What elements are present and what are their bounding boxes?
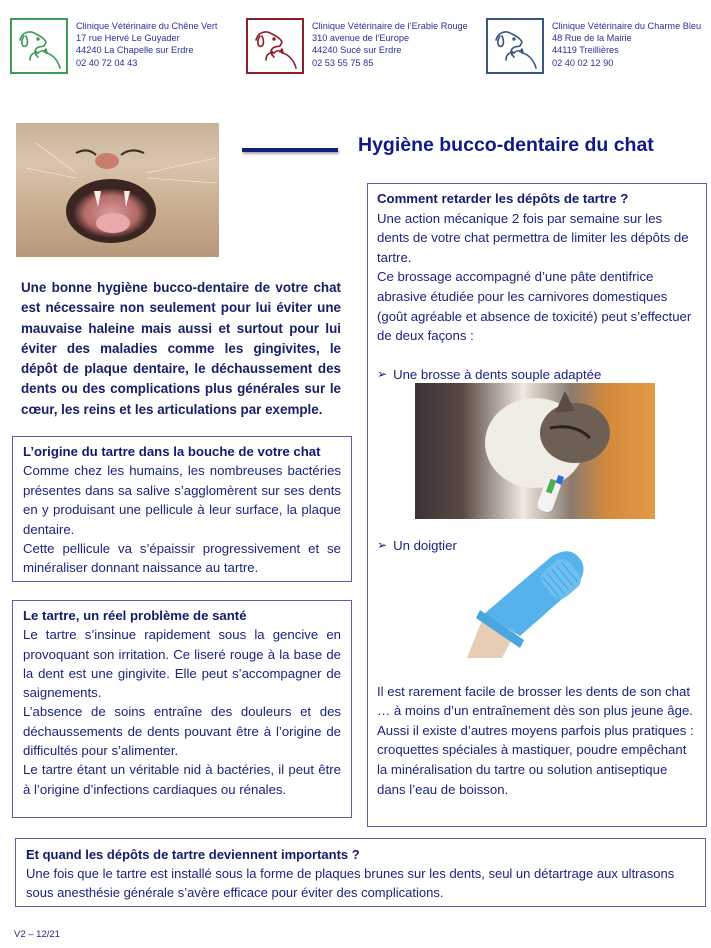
clinic-city: 44240 Sucé sur Erdre xyxy=(312,45,402,56)
cat-toothbrush-photo xyxy=(415,383,655,519)
clinic-phone[interactable]: 02 40 72 04 43 xyxy=(76,57,138,68)
section-heading: Comment retarder les dépôts de tartre ? xyxy=(377,191,629,206)
section-origine-tartre xyxy=(12,436,352,582)
clinic-name: Clinique Vétérinaire du Charme Bleu xyxy=(552,21,702,31)
clinic-address: 48 Rue de la Mairie xyxy=(552,33,632,44)
dog-cat-logo-icon xyxy=(486,18,544,74)
section-paragraph: Il est rarement facile de brosser les dents de son chat … à moins d’un entraînement dès son plus jeune âge. Aussi il existe d’autres moyens parfois plus pratiques : croquettes spéciales à mastiquer, poudre empêchant la minéralisation du tartre ou solution antiseptique dans l’eau de boisson. xyxy=(377,683,694,797)
clinic-info xyxy=(552,18,701,69)
arrow-bullet-icon: ➢ xyxy=(377,367,388,382)
clinic-phone[interactable]: 02 53 55 75 85 xyxy=(312,57,374,68)
clinic-city: 44119 Treillières xyxy=(552,45,619,56)
arrow-bullet-icon: ➢ xyxy=(377,537,388,552)
section-paragraph: Comme chez les humains, les nombreuses bactéries présentes dans sa salive s’agglomèrent sur ses dents en y produisant une pellicule à leur surface, la plaque dentaire. xyxy=(23,463,341,537)
clinic-phone[interactable]: 02 40 02 12 90 xyxy=(552,57,614,68)
section-paragraph: Le tartre s’insinue rapidement sous la gencive en provoquant son irritation. Ce liseré rouge à la base de la dent est une gingivite. Elle peut s’accompagner de saignements. xyxy=(23,627,341,701)
bullet-text: Un doigtier xyxy=(393,537,457,553)
clinic-name: Clinique Vétérinaire du Chêne Vert xyxy=(76,21,218,31)
dog-cat-logo-icon xyxy=(246,18,304,74)
section-depots-importants xyxy=(15,838,706,907)
clinic-chene-vert xyxy=(10,18,217,74)
clinic-charme-bleu xyxy=(486,18,701,74)
finger-brush-photo xyxy=(462,548,612,658)
page-title: Hygiène bucco-dentaire du chat xyxy=(358,134,654,156)
intro-text: Une bonne hygiène bucco-dentaire de votre chat est nécessaire non seulement pour lui éviter une mauvaise haleine mais aussi et surtout pour lui éviter des maladies comme les gingivites, le dépôt de plaque dentaire, le déchaussement des dents ou des complications plus générales sur le cœur, les reins et les articulations par exemple. xyxy=(21,280,341,417)
clinic-erable-rouge xyxy=(246,18,468,74)
section-paragraph: Une fois que le tartre est installé sous la forme de plaques brunes sur les dents, seul un détartrage aux ultrasons sous anesthésie générale s’avère efficace pour éviter des complications. xyxy=(26,866,675,901)
bullet-text: Une brosse à dents souple adaptée xyxy=(393,367,602,383)
section-paragraph: L’absence de soins entraîne des douleurs et des déchaussements de dents pouvant être à l’origine de difficultés pour s’alimenter. xyxy=(23,704,341,759)
intro-paragraph xyxy=(21,278,341,420)
clinic-name: Clinique Vétérinaire de l’Erable Rouge xyxy=(312,21,468,31)
section-paragraph: Le tartre étant un véritable nid à bactéries, il peut être à l’origine d’infections cardiaques ou rénales. xyxy=(23,762,341,797)
section-paragraph: Cette pellicule va s’épaissir progressivement et se minéraliser donnant naissance au tartre. xyxy=(23,541,341,576)
section-paragraph: Une action mécanique 2 fois par semaine sur les dents de votre chat permettra de limiter les dépôts de tartre. xyxy=(377,210,689,265)
yawning-cat-photo xyxy=(16,123,219,257)
clinic-address: 310 avenue de l’Europe xyxy=(312,33,410,44)
dog-cat-logo-icon xyxy=(10,18,68,74)
clinic-info xyxy=(76,18,217,69)
section-paragraph: Ce brossage accompagné d’une pâte dentifrice abrasive étudiée pour les carnivores domestiques (goût agréable et absence de toxicité) peut s’effectuer de deux façons : xyxy=(377,269,692,344)
section-heading: Et quand les dépôts de tartre deviennent importants ? xyxy=(26,847,360,862)
clinic-info xyxy=(312,18,468,69)
spacer xyxy=(377,346,697,366)
section-probleme-sante xyxy=(12,600,352,818)
title-rule xyxy=(242,148,338,152)
section-heading: L’origine du tartre dans la bouche de votre chat xyxy=(23,444,321,459)
version-label: V2 – 12/21 xyxy=(14,929,60,940)
clinic-address: 17 rue Hervé Le Guyader xyxy=(76,33,180,44)
section-heading: Le tartre, un réel problème de santé xyxy=(23,608,247,623)
bullet-brosse xyxy=(377,365,697,385)
clinic-city: 44240 La Chapelle sur Erdre xyxy=(76,45,194,56)
